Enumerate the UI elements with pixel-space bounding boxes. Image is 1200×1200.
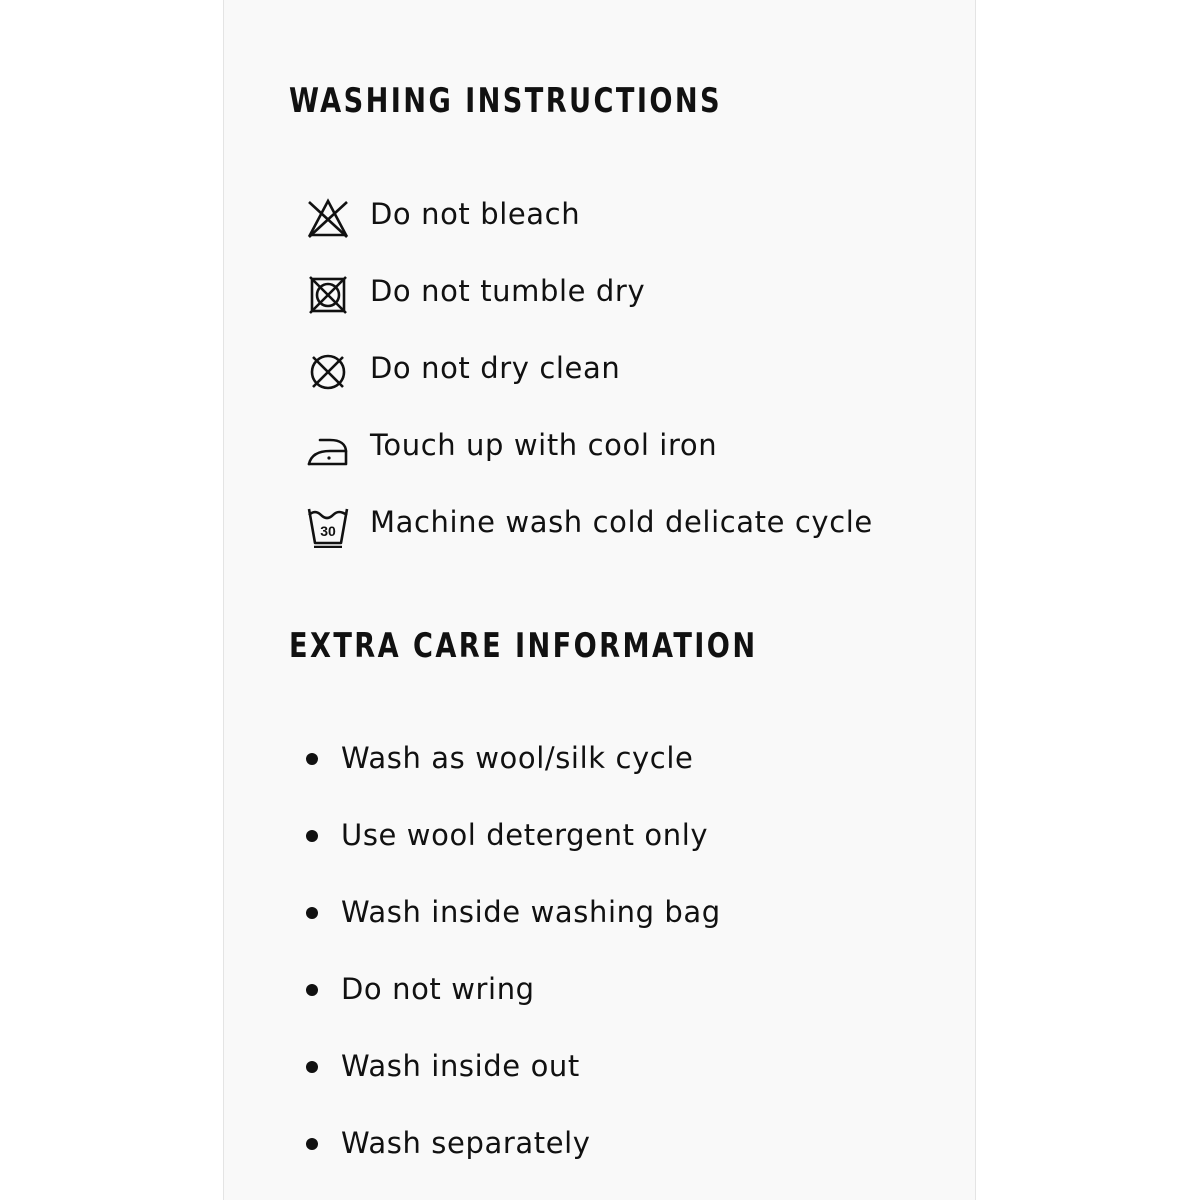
bullet-icon xyxy=(306,753,318,765)
list-item-label: Wash separately xyxy=(341,1126,591,1160)
wash-temperature-label: 30 xyxy=(320,523,336,539)
washing-instructions-heading: WASHING INSTRUCTIONS xyxy=(289,81,723,121)
bullet-icon xyxy=(306,984,318,996)
no-bleach-icon xyxy=(306,196,350,240)
cool-iron-icon xyxy=(306,427,350,471)
care-item-label: Machine wash cold delicate cycle xyxy=(370,505,873,539)
care-item-label: Do not bleach xyxy=(370,197,581,231)
bullet-icon xyxy=(306,1061,318,1073)
machine-wash-30-icon xyxy=(306,504,350,548)
bullet-icon xyxy=(306,907,318,919)
list-item-label: Use wool detergent only xyxy=(341,818,709,852)
list-item-label: Do not wring xyxy=(341,972,535,1006)
no-tumble-dry-icon xyxy=(306,273,350,317)
no-dry-clean-icon xyxy=(306,350,350,394)
bullet-icon xyxy=(306,1138,318,1150)
list-item-label: Wash inside washing bag xyxy=(341,895,721,929)
care-item-label: Do not dry clean xyxy=(370,351,621,385)
care-item-label: Do not tumble dry xyxy=(370,274,646,308)
care-panel xyxy=(223,0,976,1200)
bullet-icon xyxy=(306,830,318,842)
care-item-label: Touch up with cool iron xyxy=(370,428,718,462)
extra-care-heading: EXTRA CARE INFORMATION xyxy=(289,626,758,666)
list-item-label: Wash inside out xyxy=(341,1049,580,1083)
list-item-label: Wash as wool/silk cycle xyxy=(341,741,694,775)
